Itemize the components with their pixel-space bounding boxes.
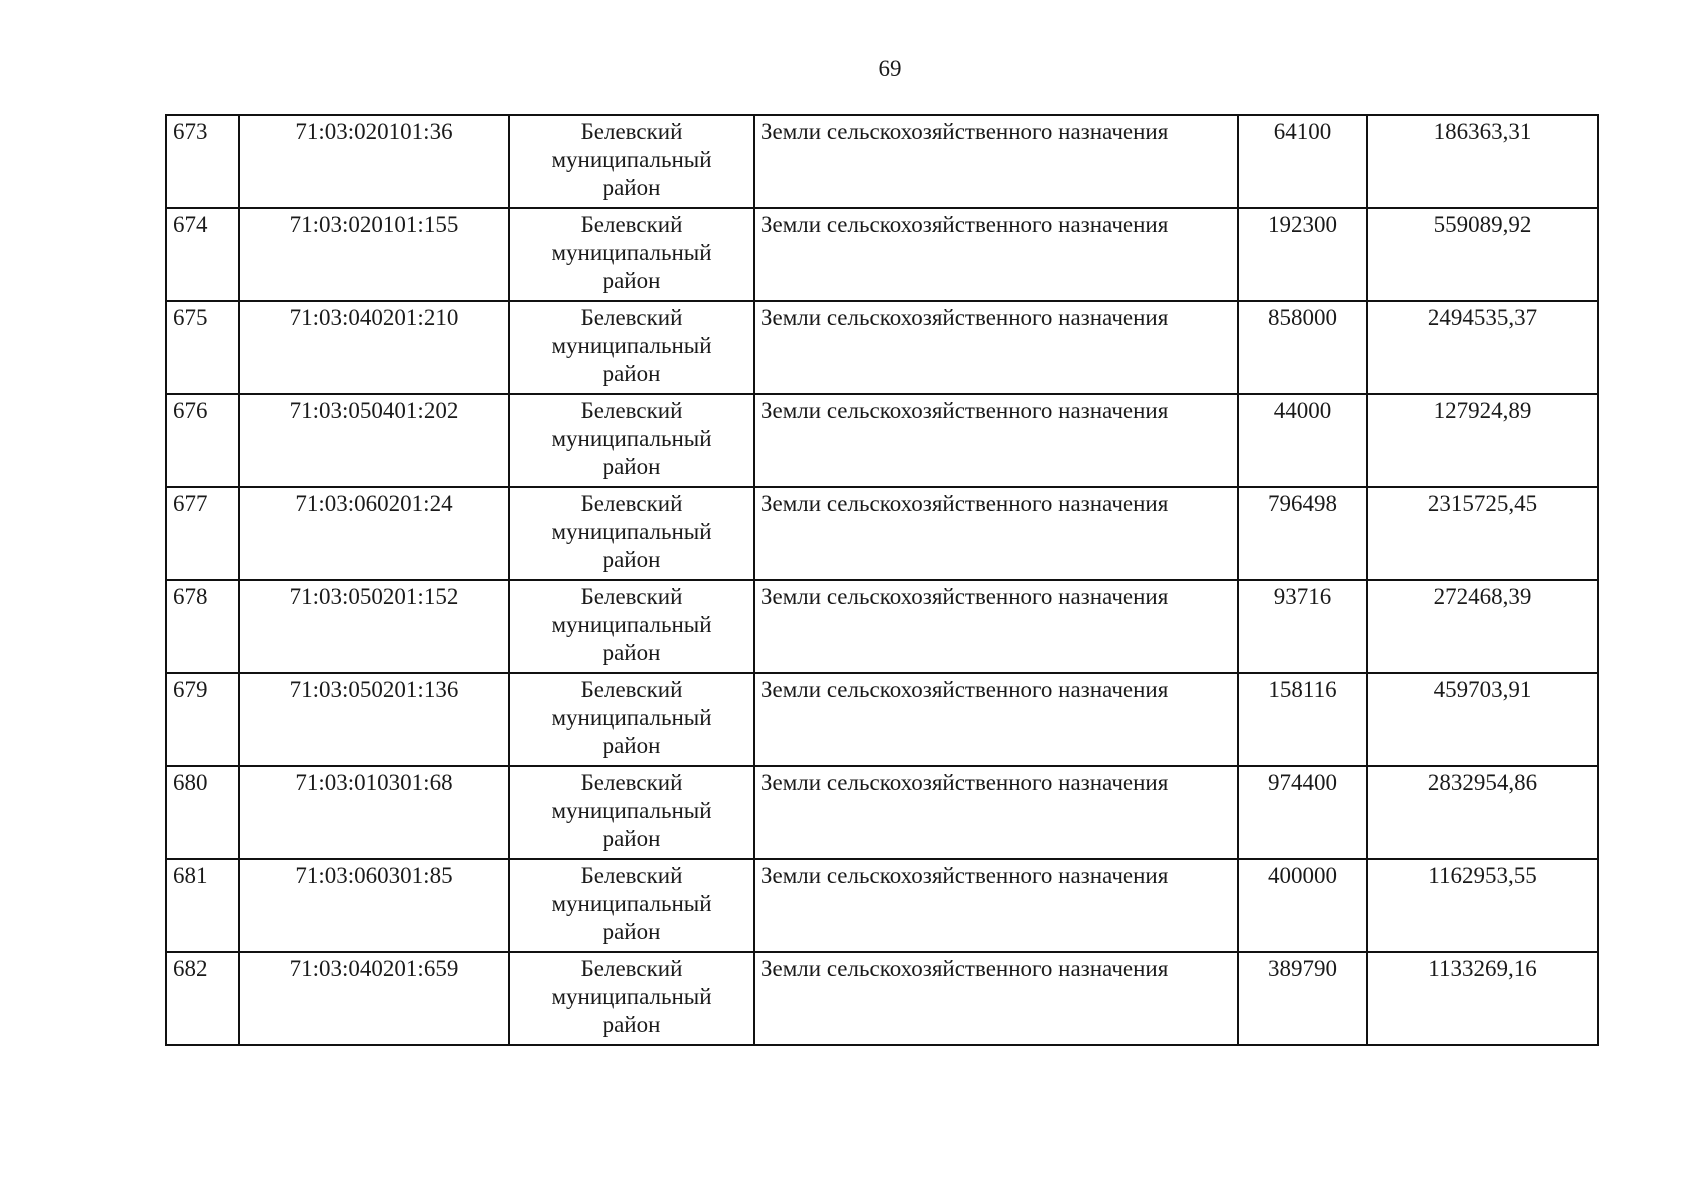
municipality-line: район bbox=[602, 454, 661, 479]
municipality-line: Белевский bbox=[580, 770, 683, 795]
row-number-cell: 678 bbox=[166, 580, 239, 673]
municipality-line: муниципальный bbox=[551, 333, 712, 358]
area-cell: 93716 bbox=[1238, 580, 1367, 673]
municipality-line: муниципальный bbox=[551, 798, 712, 823]
municipality-cell bbox=[509, 394, 754, 487]
municipality-line: район bbox=[602, 1012, 661, 1037]
municipality-line: Белевский bbox=[580, 863, 683, 888]
cadastral-number-cell: 71:03:050201:152 bbox=[239, 580, 509, 673]
row-number-cell: 675 bbox=[166, 301, 239, 394]
municipality-line: район bbox=[602, 361, 661, 386]
cadastral-value-cell: 1133269,16 bbox=[1367, 952, 1598, 1045]
land-category-cell: Земли сельскохозяйственного назначения bbox=[754, 952, 1238, 1045]
cadastral-number-cell: 71:03:010301:68 bbox=[239, 766, 509, 859]
table-row bbox=[166, 487, 1598, 580]
municipality-cell bbox=[509, 115, 754, 208]
municipality-line: район bbox=[602, 547, 661, 572]
municipality-line: Белевский bbox=[580, 677, 683, 702]
row-number-cell: 681 bbox=[166, 859, 239, 952]
municipality-line: муниципальный bbox=[551, 984, 712, 1009]
municipality-line: муниципальный bbox=[551, 891, 712, 916]
municipality-line: муниципальный bbox=[551, 519, 712, 544]
cadastral-number-cell: 71:03:020101:36 bbox=[239, 115, 509, 208]
municipality-line: Белевский bbox=[580, 305, 683, 330]
land-category-cell: Земли сельскохозяйственного назначения bbox=[754, 301, 1238, 394]
cadastral-number-cell: 71:03:060301:85 bbox=[239, 859, 509, 952]
municipality-line: Белевский bbox=[580, 212, 683, 237]
cadastral-number-cell: 71:03:020101:155 bbox=[239, 208, 509, 301]
land-category-cell: Земли сельскохозяйственного назначения bbox=[754, 208, 1238, 301]
row-number-cell: 680 bbox=[166, 766, 239, 859]
area-cell: 64100 bbox=[1238, 115, 1367, 208]
table-row bbox=[166, 394, 1598, 487]
municipality-line: Белевский bbox=[580, 491, 683, 516]
municipality-line: район bbox=[602, 733, 661, 758]
cadastral-number-cell: 71:03:050201:136 bbox=[239, 673, 509, 766]
cadastral-value-cell: 272468,39 bbox=[1367, 580, 1598, 673]
area-cell: 400000 bbox=[1238, 859, 1367, 952]
page-number: 69 bbox=[878, 56, 902, 81]
cadastral-value-cell: 186363,31 bbox=[1367, 115, 1598, 208]
municipality-cell bbox=[509, 208, 754, 301]
table-row bbox=[166, 673, 1598, 766]
area-cell: 389790 bbox=[1238, 952, 1367, 1045]
municipality-line: муниципальный bbox=[551, 240, 712, 265]
table-row bbox=[166, 580, 1598, 673]
cadastral-value-cell: 559089,92 bbox=[1367, 208, 1598, 301]
municipality-line: Белевский bbox=[580, 584, 683, 609]
table-row bbox=[166, 115, 1598, 208]
municipality-cell bbox=[509, 766, 754, 859]
row-number-cell: 676 bbox=[166, 394, 239, 487]
table-body bbox=[166, 115, 1598, 1045]
land-category-cell: Земли сельскохозяйственного назначения bbox=[754, 487, 1238, 580]
land-category-cell: Земли сельскохозяйственного назначения bbox=[754, 580, 1238, 673]
area-cell: 796498 bbox=[1238, 487, 1367, 580]
area-cell: 44000 bbox=[1238, 394, 1367, 487]
municipality-cell bbox=[509, 580, 754, 673]
cadastral-number-cell: 71:03:050401:202 bbox=[239, 394, 509, 487]
municipality-cell bbox=[509, 487, 754, 580]
municipality-line: муниципальный bbox=[551, 147, 712, 172]
municipality-line: район bbox=[602, 175, 661, 200]
municipality-line: муниципальный bbox=[551, 612, 712, 637]
row-number-cell: 673 bbox=[166, 115, 239, 208]
cadastral-value-cell: 459703,91 bbox=[1367, 673, 1598, 766]
municipality-cell bbox=[509, 301, 754, 394]
cadastral-value-cell: 2315725,45 bbox=[1367, 487, 1598, 580]
cadastral-value-cell: 2832954,86 bbox=[1367, 766, 1598, 859]
municipality-line: район bbox=[602, 268, 661, 293]
table-row bbox=[166, 301, 1598, 394]
land-category-cell: Земли сельскохозяйственного назначения bbox=[754, 673, 1238, 766]
land-category-cell: Земли сельскохозяйственного назначения bbox=[754, 394, 1238, 487]
table-row bbox=[166, 208, 1598, 301]
area-cell: 858000 bbox=[1238, 301, 1367, 394]
municipality-line: Белевский bbox=[580, 956, 683, 981]
row-number-cell: 674 bbox=[166, 208, 239, 301]
cadastral-value-cell: 127924,89 bbox=[1367, 394, 1598, 487]
area-cell: 192300 bbox=[1238, 208, 1367, 301]
municipality-cell bbox=[509, 673, 754, 766]
cadastral-value-cell: 1162953,55 bbox=[1367, 859, 1598, 952]
row-number-cell: 682 bbox=[166, 952, 239, 1045]
table-row bbox=[166, 766, 1598, 859]
area-cell: 158116 bbox=[1238, 673, 1367, 766]
cadastral-number-cell: 71:03:060201:24 bbox=[239, 487, 509, 580]
land-plots-table bbox=[165, 114, 1599, 1046]
municipality-line: Белевский bbox=[580, 398, 683, 423]
row-number-cell: 677 bbox=[166, 487, 239, 580]
municipality-line: район bbox=[602, 826, 661, 851]
municipality-line: район bbox=[602, 640, 661, 665]
municipality-line: муниципальный bbox=[551, 426, 712, 451]
municipality-line: Белевский bbox=[580, 119, 683, 144]
land-category-cell: Земли сельскохозяйственного назначения bbox=[754, 115, 1238, 208]
municipality-cell bbox=[509, 859, 754, 952]
cadastral-number-cell: 71:03:040201:210 bbox=[239, 301, 509, 394]
table-row bbox=[166, 859, 1598, 952]
table-row bbox=[166, 952, 1598, 1045]
land-category-cell: Земли сельскохозяйственного назначения bbox=[754, 766, 1238, 859]
row-number-cell: 679 bbox=[166, 673, 239, 766]
cadastral-value-cell: 2494535,37 bbox=[1367, 301, 1598, 394]
municipality-line: муниципальный bbox=[551, 705, 712, 730]
area-cell: 974400 bbox=[1238, 766, 1367, 859]
municipality-line: район bbox=[602, 919, 661, 944]
land-category-cell: Земли сельскохозяйственного назначения bbox=[754, 859, 1238, 952]
municipality-cell bbox=[509, 952, 754, 1045]
cadastral-number-cell: 71:03:040201:659 bbox=[239, 952, 509, 1045]
